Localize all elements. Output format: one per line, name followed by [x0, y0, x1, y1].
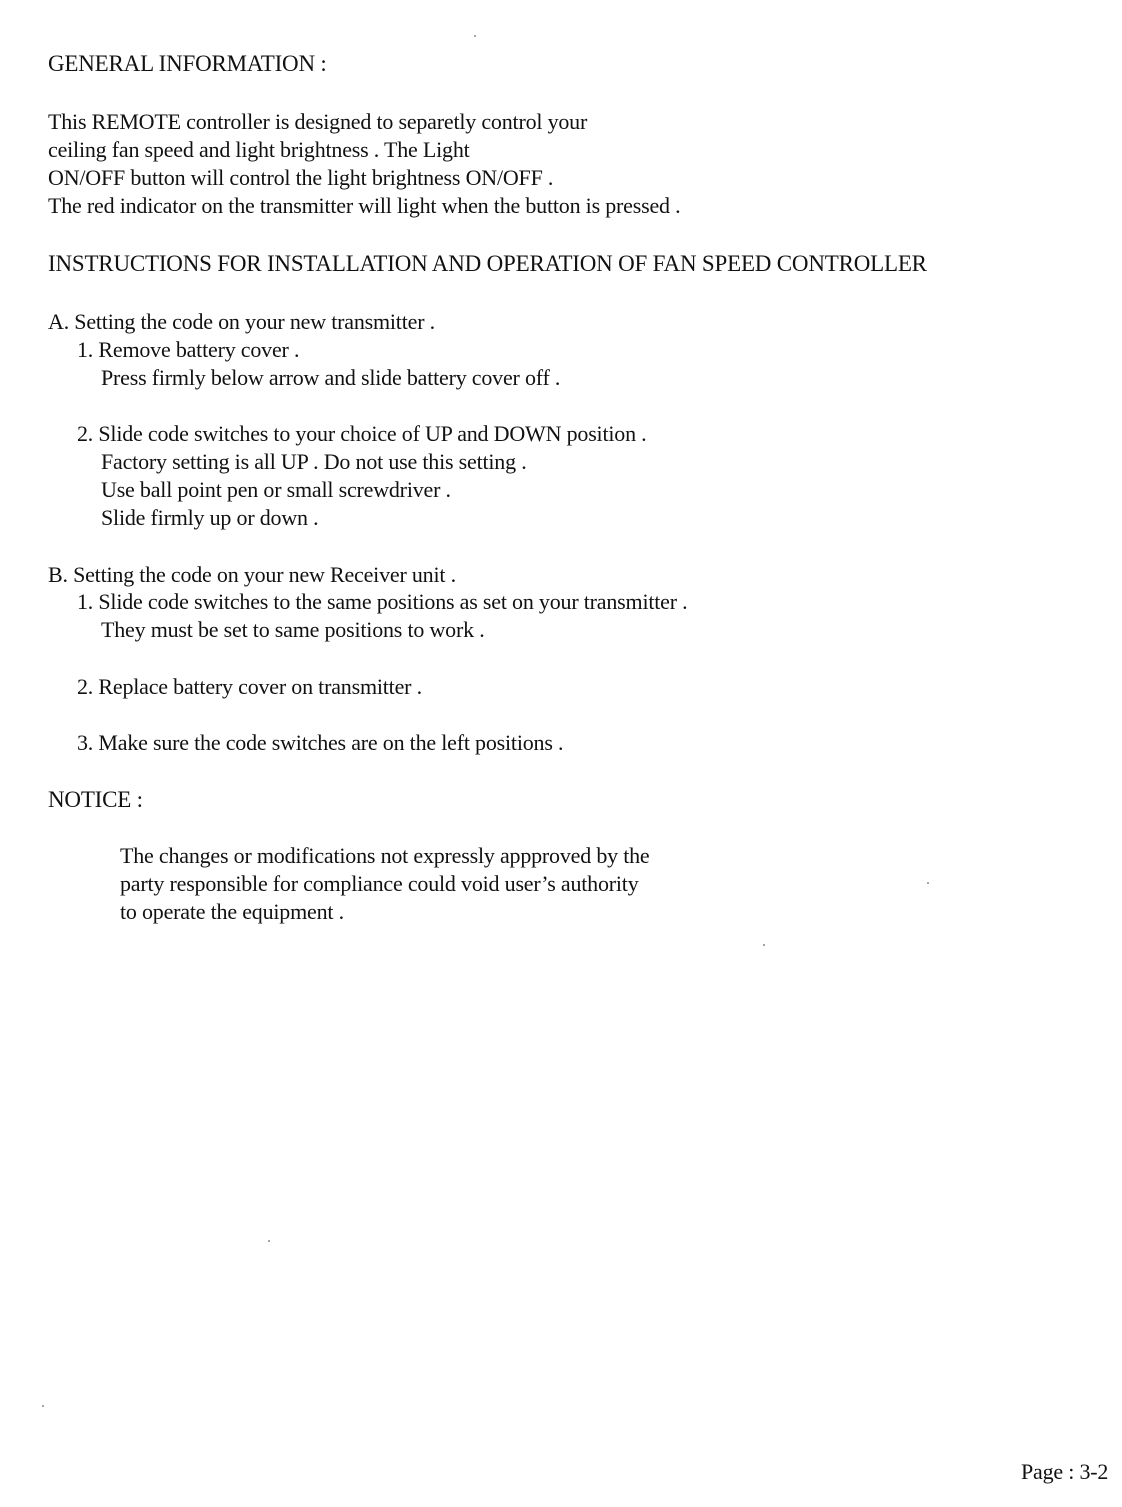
- notice-line-2: party responsible for compliance could void user’s authority: [120, 871, 639, 896]
- general-information-heading: GENERAL INFORMATION :: [48, 51, 327, 76]
- section-b-step-2: 2. Replace battery cover on transmitter .: [77, 674, 422, 699]
- notice-line-1: The changes or modifications not expressly appproved by the: [120, 843, 650, 868]
- section-a-step-2-detail-3: Slide firmly up or down .: [101, 505, 319, 530]
- section-a-title: A. Setting the code on your new transmitter .: [48, 309, 435, 334]
- section-a-step-1-detail: Press firmly below arrow and slide battery cover off .: [101, 365, 561, 390]
- general-line-4: The red indicator on the transmitter will light when the button is pressed .: [48, 193, 681, 218]
- general-line-1: This REMOTE controller is designed to separetly control your: [48, 109, 588, 134]
- scan-speck: [42, 1405, 44, 1407]
- notice-line-3: to operate the equipment .: [120, 899, 344, 924]
- section-a-step-2-detail-2: Use ball point pen or small screwdriver .: [101, 477, 451, 502]
- section-a-step-1-label: 1. Remove battery cover .: [77, 337, 300, 362]
- section-b-step-1-detail: They must be set to same positions to work .: [101, 617, 485, 642]
- section-b-step-3: 3. Make sure the code switches are on the left positions .: [77, 730, 564, 755]
- scan-speck: [268, 1240, 270, 1242]
- instructions-heading: INSTRUCTIONS FOR INSTALLATION AND OPERATION OF FAN SPEED CONTROLLER: [48, 251, 927, 276]
- general-line-3: ON/OFF button will control the light brightness ON/OFF .: [48, 165, 554, 190]
- scan-speck: [474, 35, 476, 37]
- scan-speck: [927, 882, 929, 884]
- notice-heading: NOTICE :: [48, 787, 143, 812]
- section-b-title: B. Setting the code on your new Receiver unit .: [48, 562, 456, 587]
- section-a-step-2-detail-1: Factory setting is all UP . Do not use this setting .: [101, 449, 527, 474]
- page-number: Page : 3-2: [1021, 1459, 1109, 1484]
- section-b-step-1-label: 1. Slide code switches to the same positions as set on your transmitter .: [77, 589, 688, 614]
- section-a-step-2-label: 2. Slide code switches to your choice of UP and DOWN position .: [77, 421, 647, 446]
- scan-speck: [763, 944, 765, 946]
- general-line-2: ceiling fan speed and light brightness . The Light: [48, 137, 470, 162]
